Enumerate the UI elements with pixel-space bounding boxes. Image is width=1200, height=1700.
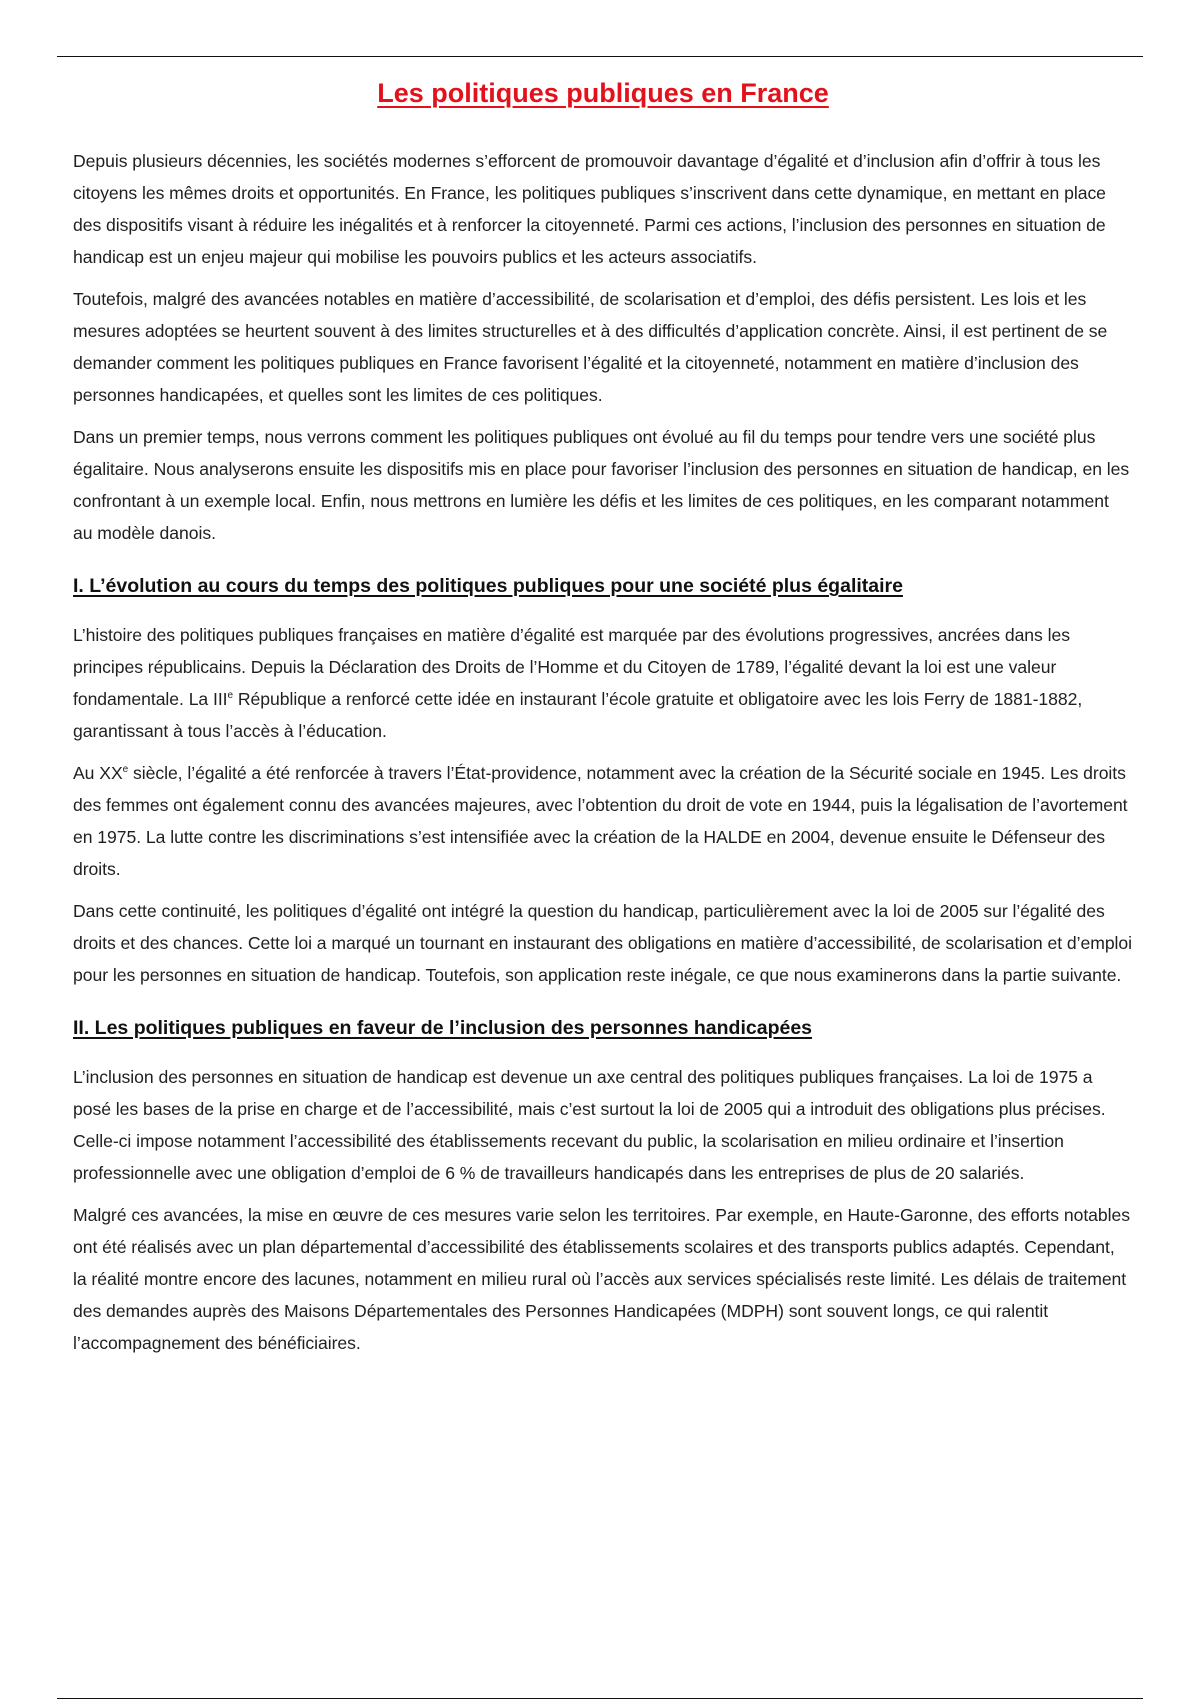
section-1-paragraph-1-text-a: L’histoire des politiques publiques françaises en matière d’égalité est marquée par des évolutions progressives, ancrées dans les principes républicains. Depuis la Déclaration des Droits de l’Homme et du Citoyen de 1789, l’égalité devant la loi est une valeur fondamentale. La III (73, 625, 1070, 710)
section-1-heading: I. L’évolution au cours du temps des politiques publiques pour une société plus égalitaire (73, 575, 903, 598)
section-1-paragraph-3: Dans cette continuité, les politiques d’égalité ont intégré la question du handicap, particulièrement avec la loi de 2005 sur l’égalité des droits et des chances. Cette loi a marqué un tournant en instaurant des obligations en matière d’accessibilité, de scolarisation et d’emploi pour les personnes en situation de handicap. Toutefois, son application reste inégale, ce que nous examinerons dans la partie suivante. (73, 901, 1133, 986)
section-1-paragraph-2 (73, 757, 1133, 885)
section-1-paragraph-1 (73, 619, 1133, 747)
section-2-paragraph-1: L’inclusion des personnes en situation de handicap est devenue un axe central des politiques publiques françaises. La loi de 1975 a posé les bases de la prise en charge et de l’accessibilité, mais c’est surtout la loi de 2005 qui a introduit des obligations plus précises. Celle-ci impose notamment l’accessibilité des établissements recevant du public, la scolarisation en milieu ordinaire et l’insertion professionnelle avec une obligation d’emploi de 6 % de travailleurs handicapés dans les entreprises de plus de 20 salariés. (73, 1067, 1106, 1184)
section-1-paragraph-1-text-b: République a renforcé cette idée en instaurant l’école gratuite et obligatoire avec les lois Ferry de 1881-1882, garantissant à tous l’accès à l’éducation. (73, 689, 1083, 742)
intro-paragraph-3: Dans un premier temps, nous verrons comment les politiques publiques ont évolué au fil du temps pour tendre vers une société plus égalitaire. Nous analyserons ensuite les dispositifs mis en place pour favoriser l’inclusion des personnes en situation de handicap, en les confrontant à un exemple local. Enfin, nous mettrons en lumière les défis et les limites de ces politiques, en les comparant notamment au modèle danois. (73, 427, 1130, 544)
bottom-rule (57, 1698, 1143, 1699)
superscript-e: e (122, 764, 129, 776)
section-1-paragraph-2-text-a: Au XX (73, 763, 123, 784)
document-page (73, 72, 1133, 1369)
intro-paragraph-1: Depuis plusieurs décennies, les sociétés modernes s’efforcent de promouvoir davantage d’égalité et d’inclusion afin d’offrir à tous les citoyens les mêmes droits et opportunités. En France, les politiques publiques s’inscrivent dans cette dynamique, en mettant en place des dispositifs visant à réduire les inégalités et à renforcer la citoyenneté. Parmi ces actions, l’inclusion des personnes en situation de handicap est un enjeu majeur qui mobilise les pouvoirs publics et les acteurs associatifs. (73, 151, 1106, 268)
superscript-e: e (227, 690, 234, 702)
section-2-heading: II. Les politiques publiques en faveur de l’inclusion des personnes handicapées (73, 1017, 813, 1040)
section-1-paragraph-2-text-b: siècle, l’égalité a été renforcée à travers l’État-providence, notamment avec la création de la Sécurité sociale en 1945. Les droits des femmes ont également connu des avancées majeures, avec l’obtention du droit de vote en 1944, puis la légalisation de l’avortement en 1975. La lutte contre les discriminations s’est intensifiée avec la création de la HALDE en 2004, devenue ensuite le Défenseur des droits. (73, 763, 1128, 880)
document-title: Les politiques publiques en France (377, 78, 829, 108)
section-2-paragraph-2: Malgré ces avancées, la mise en œuvre de ces mesures varie selon les territoires. Par exemple, en Haute-Garonne, des efforts notables ont été réalisés avec un plan départemental d’accessibilité des établissements scolaires et des transports publics adaptés. Cependant, la réalité montre encore des lacunes, notamment en milieu rural où l’accès aux services spécialisés reste limité. Les délais de traitement des demandes auprès des Maisons Départementales des Personnes Handicapées (MDPH) sont souvent longs, ce qui ralentit l’accompagnement des bénéficiaires. (73, 1205, 1130, 1354)
intro-paragraph-2: Toutefois, malgré des avancées notables en matière d’accessibilité, de scolarisation et d’emploi, des défis persistent. Les lois et les mesures adoptées se heurtent souvent à des limites structurelles et à des difficultés d’application concrète. Ainsi, il est pertinent de se demander comment les politiques publiques en France favorisent l’égalité et la citoyenneté, notamment en matière d’inclusion des personnes handicapées, et quelles sont les limites de ces politiques. (73, 289, 1108, 406)
top-rule (57, 56, 1143, 57)
